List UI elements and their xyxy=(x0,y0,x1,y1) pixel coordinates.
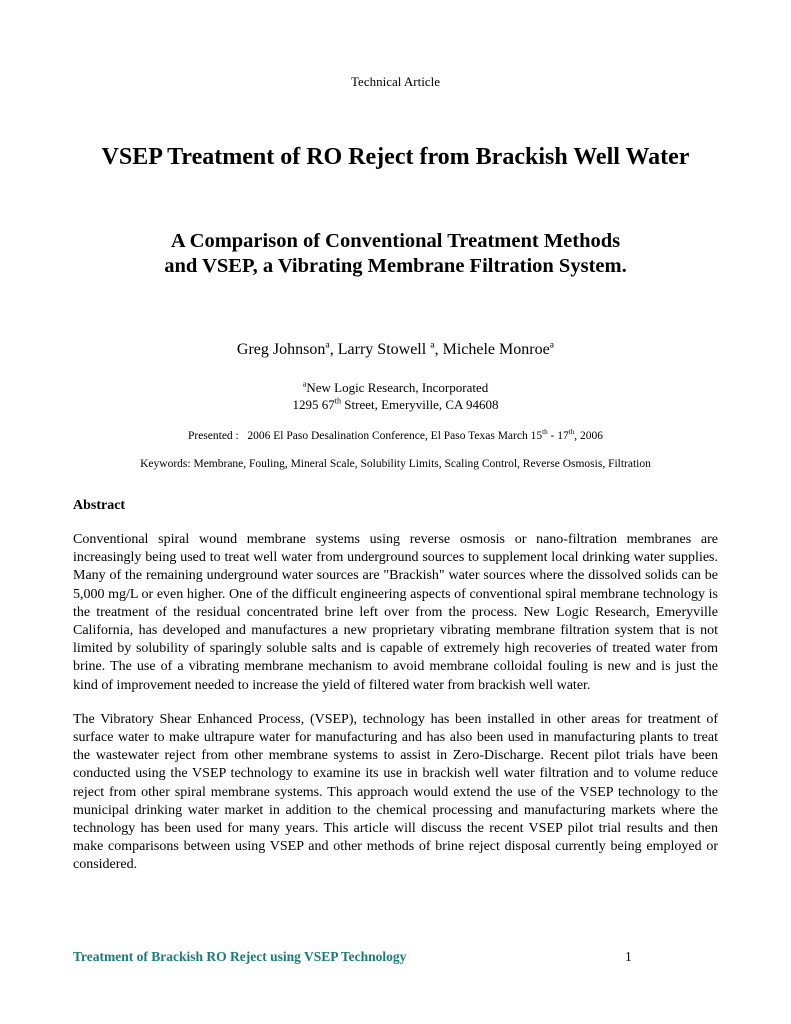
affiliation-line: $^a$New Logic Research, Incorporated xyxy=(302,379,489,395)
footer-page-number: 1 xyxy=(625,949,632,964)
abstract-paragraph-2: The Vibratory Shear Enhanced Process, (VSEP), technology has been installed in other areas for treatment of surface water to make ultrapure water for manufacturing and has also been used in manufacturing plants to treat the wastewater reject from other membrane systems to assist in Zero-Discharge. Recent pilot trials have been conducted using the VSEP technology to examine its use in brackish well water filtration and to volume reduce reject from other spiral membrane systems. This approach would extend the use of the VSEP technology to the municipal drinking water market in addition to the chemical processing and manufacturing markets where the technology has been used for many years. This article will discuss the recent VSEP pilot trial results and then make comparisons between using VSEP and other methods of brine reject disposal currently being employed or considered. xyxy=(73,711,718,873)
subtitle-line-1: A Comparison of Conventional Treatment Methods xyxy=(170,230,621,252)
page-title: VSEP Treatment of RO Reject from Brackish Well Water xyxy=(101,144,690,170)
abstract-heading: Abstract xyxy=(73,498,126,513)
authors-line: Greg Johnson$^a$, Larry Stowell $^a$, Michele Monroe$^a$ xyxy=(236,339,555,358)
address-line: 1295 67th Street, Emeryville, CA 94608 xyxy=(292,396,499,412)
doc-type-label: Technical Article xyxy=(351,74,440,89)
footer-title: Treatment of Brackish RO Reject using VSEP Technology xyxy=(73,949,407,964)
keywords-line: Keywords: Membrane, Fouling, Mineral Scale, Solubility Limits, Scaling Control, Reverse Osmosis, Filtration xyxy=(140,458,651,470)
presented-line: Presented : 2006 El Paso Desalination Conference, El Paso Texas March 15th - 17th, 2006 xyxy=(187,428,604,442)
abstract-paragraph-1: Conventional spiral wound membrane systems using reverse osmosis or nano-filtration membranes are increasingly being used to treat well water from underground sources to supplement local drinking water supplies. Many of the remaining underground water sources are "Brackish" water sources where the dissolved solids can be 5,000 mg/L or even higher. One of the difficult engineering aspects of conventional spiral membrane technology is the treatment of the residual concentrated brine left over from the process. New Logic Research, Emeryville California, has developed and manufactures a new proprietary vibrating membrane filtration system that is not limited by solubility of sparingly soluble salts and is capable of extremely high recoveries of treated water from brine. The use of a vibrating membrane mechanism to avoid membrane colloidal fouling is new and is just the kind of improvement needed to increase the yield of filtered water from brackish well water. xyxy=(73,532,718,693)
page-footer xyxy=(73,948,718,965)
subtitle-line-2: and VSEP, a Vibrating Membrane Filtration System. xyxy=(164,255,627,277)
page-subtitle xyxy=(73,229,718,279)
